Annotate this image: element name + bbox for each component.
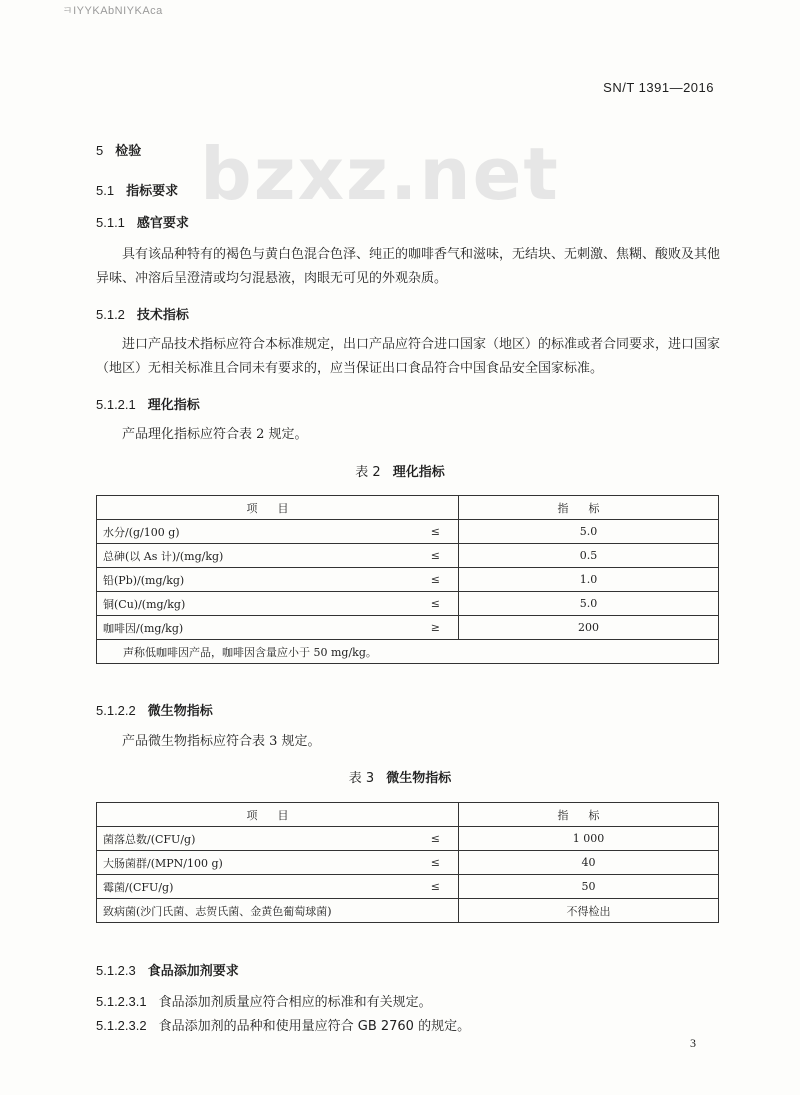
- row-value: 200: [459, 616, 719, 640]
- row-value: 50: [459, 875, 719, 899]
- watermark: bzxz.net: [200, 132, 560, 216]
- row-value: 1 000: [459, 827, 719, 851]
- row-value: 0.5: [459, 544, 719, 568]
- row-operator: ≤: [419, 851, 459, 875]
- section-number: 5.1.2.3: [96, 963, 136, 978]
- table-row: [97, 592, 719, 616]
- row-item: 总砷(以 As 计)/(mg/kg): [97, 544, 419, 568]
- table-2-caption: [0, 461, 800, 480]
- table-row: [97, 616, 719, 640]
- clause-5-1-2-3-1: [96, 991, 432, 1010]
- section-5-1-2-1-heading: [96, 394, 200, 413]
- row-operator: ≥: [419, 616, 459, 640]
- section-5-1-2-3-heading: [96, 960, 239, 979]
- row-item: 霉菌/(CFU/g): [97, 875, 419, 899]
- table-row: [97, 851, 719, 875]
- row-item: 铜(Cu)/(mg/kg): [97, 592, 419, 616]
- clause-text: 食品添加剂质量应符合相应的标准和有关规定。: [158, 995, 432, 1010]
- table-header-row: [97, 496, 719, 520]
- row-value: 5.0: [459, 592, 719, 616]
- clause-5-1-2-3-2: [96, 1015, 470, 1034]
- section-title: 理化指标: [147, 398, 200, 413]
- header-value: 指标: [459, 803, 719, 827]
- section-number: 5: [96, 143, 104, 158]
- table-title: 微生物指标: [386, 771, 452, 786]
- section-number: 5.1.2: [96, 307, 125, 322]
- row-item: 水分/(g/100 g): [97, 520, 419, 544]
- section-5-1-2-heading: [96, 304, 189, 323]
- page-number: 3: [690, 1036, 696, 1050]
- table-3-caption: [0, 767, 800, 786]
- row-value: 不得检出: [459, 899, 719, 923]
- section-title: 技术指标: [136, 308, 189, 323]
- table-row: [97, 899, 719, 923]
- table-3-reference-text: 产品微生物指标应符合表 3 规定。: [122, 734, 321, 749]
- row-item: 铅(Pb)/(mg/kg): [97, 568, 419, 592]
- technical-indicators-paragraph: 进口产品技术指标应符合本标准规定，出口产品应符合进口国家（地区）的标准或者合同要求，进口国家（地区）无相关标准且合同未有要求的，应当保证出口食品符合中国食品安全国家标准。: [96, 337, 721, 376]
- clause-number: 5.1.2.3.2: [96, 1018, 147, 1033]
- standard-code: SN/T 1391—2016: [603, 80, 714, 95]
- header-item: 项目: [97, 496, 459, 520]
- section-number: 5.1.1: [96, 215, 125, 230]
- table-row: [97, 827, 719, 851]
- row-operator: ≤: [419, 875, 459, 899]
- row-operator: ≤: [419, 520, 459, 544]
- row-operator: ≤: [419, 544, 459, 568]
- section-5-heading: [96, 140, 141, 159]
- section-number: 5.1.2.2: [96, 703, 136, 718]
- header-item: 项目: [97, 803, 459, 827]
- table-note-row: [97, 640, 719, 664]
- section-title: 感官要求: [136, 216, 189, 231]
- table-2-physicochemical: [96, 495, 719, 664]
- header-value: 指标: [459, 496, 719, 520]
- section-5-1-1-heading: [96, 212, 189, 231]
- row-value: 40: [459, 851, 719, 875]
- table-number: 表 2: [355, 465, 381, 480]
- table-row: [97, 568, 719, 592]
- row-operator: [419, 899, 459, 923]
- row-operator: ≤: [419, 827, 459, 851]
- clause-text: 食品添加剂的品种和使用量应符合 GB 2760 的规定。: [158, 1019, 471, 1034]
- row-item: 菌落总数/(CFU/g): [97, 827, 419, 851]
- section-number: 5.1: [96, 183, 115, 198]
- row-value: 1.0: [459, 568, 719, 592]
- table-2-reference-text: 产品理化指标应符合表 2 规定。: [122, 427, 308, 442]
- row-item: 大肠菌群/(MPN/100 g): [97, 851, 419, 875]
- row-operator: ≤: [419, 592, 459, 616]
- row-item: 咖啡因/(mg/kg): [97, 616, 419, 640]
- table-title: 理化指标: [392, 465, 445, 480]
- table-row: [97, 544, 719, 568]
- section-title: 检验: [115, 144, 142, 159]
- row-item: 致病菌(沙门氏菌、志贺氏菌、金黄色葡萄球菌): [97, 899, 419, 923]
- table-note: 声称低咖啡因产品，咖啡因含量应小于 50 mg/kg。: [97, 640, 719, 664]
- section-5-1-2-2-heading: [96, 700, 213, 719]
- sensory-requirements-paragraph: 具有该品种特有的褐色与黄白色混合色泽、纯正的咖啡香气和滋味，无结块、无刺激、焦糊、酸败及其他异味、冲溶后呈澄清或均匀混悬液，肉眼无可见的外观杂质。: [96, 247, 721, 286]
- section-title: 指标要求: [126, 184, 179, 199]
- table-row: [97, 520, 719, 544]
- header-stamp: ㅋIYYKAbNIYKAca: [62, 5, 163, 17]
- table-row: [97, 875, 719, 899]
- table-number: 表 3: [348, 771, 375, 786]
- table-3-microbiological: [96, 802, 719, 923]
- section-5-1-heading: [96, 180, 178, 199]
- section-title: 食品添加剂要求: [147, 964, 239, 979]
- section-title: 微生物指标: [147, 704, 213, 719]
- row-value: 5.0: [459, 520, 719, 544]
- row-operator: ≤: [419, 568, 459, 592]
- table-header-row: [97, 803, 719, 827]
- clause-number: 5.1.2.3.1: [96, 994, 147, 1009]
- section-number: 5.1.2.1: [96, 397, 136, 412]
